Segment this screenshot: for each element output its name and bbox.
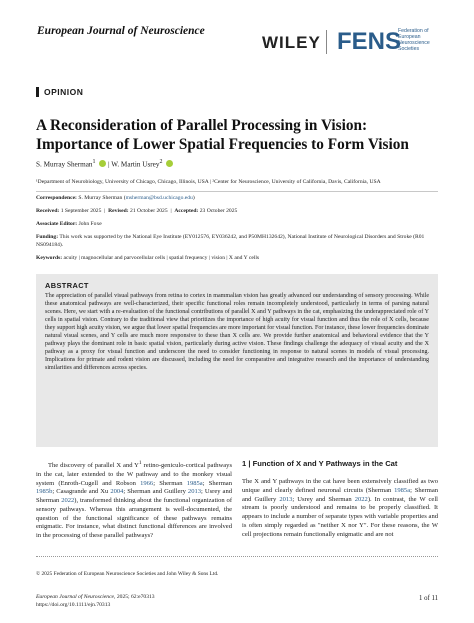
citation-link[interactable]: 2022: [354, 495, 368, 503]
abstract-heading: ABSTRACT: [45, 281, 89, 290]
wiley-logo: WILEY: [262, 33, 321, 52]
funding: Funding: This work was supported by the National Eye Institute (EY012576, EY036242, and P50MH132642), National Institute of Neurological Disorders and Stroke (R01 NS094184).: [36, 234, 425, 248]
author-list: S. Murray Sherman$^1$ | W. Martin Usrey$^2$: [36, 159, 173, 168]
citation-link[interactable]: 1966: [140, 479, 154, 487]
body-column-right: The X and Y pathways in the cat have been extensively classified as two unique and clearly defined neuronal circuits (Sherman 1985a; Sherman and Guillery 2013; Usrey and Sherman 2022). In contrast, the W cell stream is poorly understood and remains to be properly classified. It appears to include a number of separate types with variable properties and is often simply regarded as "neither X nor Y". For these reasons, the W cell projections remain functionally enigmatic and are not: [242, 478, 439, 538]
author-link-sherman[interactable]: S. Murray Sherman: [36, 160, 93, 169]
email-link[interactable]: msherman@bsd.uchicago.edu: [125, 195, 193, 201]
fens-subtitle: Federation of European Neuroscience Societies: [398, 28, 430, 52]
footer-divider: [36, 556, 438, 557]
author-separator: |: [108, 160, 110, 169]
article-type-marker: [36, 87, 39, 97]
keywords: Keywords: acuity | magnocellular and parvocellular cells | spatial frequency | vision | X and Y cells: [36, 255, 260, 261]
abstract-box: [36, 274, 438, 447]
journal-name: European Journal of Neuroscience: [37, 25, 205, 37]
divider: [36, 191, 438, 192]
footer-citation: European Journal of Neuroscience, 2025; 62:e70313 https://doi.org/10.1111/ejn.70313: [36, 594, 155, 608]
associate-editor: Associate Editor: John Foxe: [36, 221, 102, 227]
section-heading: 1 | Function of X and Y Pathways in the Cat: [242, 459, 398, 468]
article-title: A Reconsideration of Parallel Processing in Vision: Importance of Lower Spatial Frequencies to Form Vision: [36, 117, 409, 153]
article-dates: Received: 1 September 2025 | Revised: 21 October 2025 | Accepted: 23 October 2025: [36, 208, 238, 214]
logo-divider: [326, 30, 327, 54]
affiliations: ¹Department of Neurobiology, University of Chicago, Chicago, Illinois, USA | ²Center for Neuroscience, University of California, Davis, California, USA: [36, 179, 381, 185]
orcid-icon[interactable]: [166, 160, 173, 167]
citation-link[interactable]: 1985a: [394, 486, 411, 494]
orcid-icon[interactable]: [99, 160, 106, 167]
citation-link[interactable]: 2022: [61, 497, 75, 505]
author-link-usrey[interactable]: W. Martin Usrey: [111, 160, 160, 169]
citation-link[interactable]: 2013: [279, 495, 293, 503]
fens-logo: FENS: [337, 28, 402, 55]
article-type: OPINION: [44, 87, 84, 97]
citation-link[interactable]: 1985a: [186, 479, 203, 487]
citation-link[interactable]: 1985b: [36, 488, 53, 496]
correspondence: Correspondence: S. Murray Sherman (msherman@bsd.uchicago.edu): [36, 195, 195, 201]
body-column-left: The discovery of parallel X and $Y^1$ retino-geniculo-cortical pathways in the cat, later extended to the W pathway and to the monkey visual system (Enroth-Cugell and Robson 1966; Sherman 1985a; Sherman 1985b; Casagrande and Xu 2004; Sherman and Guillery 2013; Usrey and Sherman 2022), transformed thinking about the functional organization of sensory pathways. Whereas this arrangement is well-documented, the question of the functional significance of these pathways remains enigmatic. For instance, what distinct functional differences are involved in the processing of these parallel pathways?: [36, 460, 232, 540]
copyright: © 2025 Federation of European Neuroscience Societies and John Wiley & Sons Ltd.: [36, 571, 219, 577]
doi-link[interactable]: https://doi.org/10.1111/ejn.70313: [36, 601, 111, 608]
citation-link[interactable]: 2004: [110, 488, 124, 496]
page-number: 1 of 11: [418, 595, 438, 602]
abstract-text: The appreciation of parallel visual pathways from retina to cortex in mammalian vision has greatly advanced our understanding of sensory processing. While these anatomical pathways are well-characterized, their specific functional roles remain incompletely understood, particularly in terms of parsing natural scenes. Here, we start with a re-evaluation of the functional contributions of parallel X and Y pathways in the cat, emphasizing the underappreciated role of Y cells in spatial vision. Contrary to the traditional view that prioritizes the importance of high acuity for visual function and thus the role of X cells, because they support high acuity vision, we argue that lower spatial frequencies are more important for visual function. For instance, these lower frequencies dominate natural visual scenes, and Y cells are much more responsive to these than X cells are. We provide further anatomical and behavioral evidence that the Y pathway plays the dominant role in basic spatial vision, particularly during active vision. These findings challenge the adequacy of visual acuity and the X pathway as a proxy for visual function and underscore the need to consider functioning in response to natural scenes in models of visual processing. Implications for primate and rodent vision are discussed, including the need for comparative and integrative research and the importance of understanding similarities and differences across species.: [45, 293, 429, 371]
citation-link[interactable]: 2013: [187, 488, 202, 496]
